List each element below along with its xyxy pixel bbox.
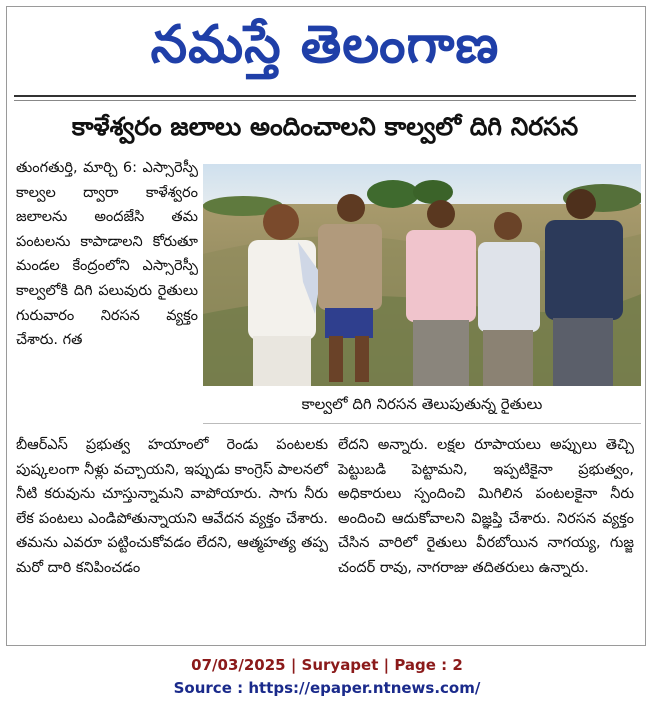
lower-left-text: బీఆర్ఎస్ ప్రభుత్వ హయాంలో రెండు పంటలకు పుష్కలంగా నీళ్లు వచ్చాయని, ఇప్పుడు కాంగ్రెస్ పాలనలో నీటి కరువును చూస్తున్నామని వాపోయారు. సాగు నీరు లేక పంటలు ఎండిపోతున్నాయని ఆవేదన వ్యక్తం చేశారు. తమను ఎవరూ పట్టించుకోవడం లేదని, ఆత్మహత్య తప్ప మరో దారి కనిపించడం [16, 437, 328, 576]
masthead-title: నమస్తే తెలంగాణ [150, 15, 500, 75]
headline-text: కాళేశ్వరం జలాలు అందించాలని కాల్వలో దిగి నిరసన [71, 112, 579, 141]
footer-edition-info: 07/03/2025 | Suryapet | Page : 2 [191, 656, 463, 674]
headline [18, 108, 632, 152]
photo-caption [203, 389, 641, 424]
photo-caption-text: కాల్వలో దిగి నిరసన తెలుపుతున్న రైతులు [301, 395, 543, 413]
left-column-text: తుంగతుర్తి, మార్చి 6: ఎస్సారెస్పీ కాల్వల ద్వారా కాళేశ్వరం జలాలను అందజేసి తమ పంటలను కాపాడాలని కోరుతూ మండల కేంద్రంలోని ఎస్సారెస్పీ కాల్వలోకి దిగి పలువురు రైతులు గురువారం నిరసన వ్యక్తం చేశారు. గత [16, 160, 198, 349]
lower-right-text: లేదని అన్నారు. లక్షల రూపాయలు అప్పులు తెచ్చి పెట్టుబడి పెట్టామని, ఇప్పటికైనా ప్రభుత్వం, అధికారులు స్పందించి మిగిలిన పంటలకైనా నీరు అందించి ఆదుకోవాలని విజ్ఞప్తి చేశారు. నిరసన వ్యక్తం చేసిన వారిలో రైతులు వీరబోయిన నాగయ్య, గుజ్జ చందర్ రావు, నాగరాజు తదితరులు ఉన్నారు. [338, 437, 634, 576]
left-column [16, 156, 198, 353]
lower-right-column [338, 433, 634, 581]
masthead [100, 12, 550, 78]
masthead-rule [14, 95, 636, 97]
lower-left-column [16, 433, 328, 581]
masthead-rule-thin [14, 100, 636, 101]
farmers-in-canal-photo [203, 164, 641, 386]
footer-source-link[interactable]: Source : https://epaper.ntnews.com/ [173, 679, 481, 697]
news-photo [203, 164, 641, 386]
